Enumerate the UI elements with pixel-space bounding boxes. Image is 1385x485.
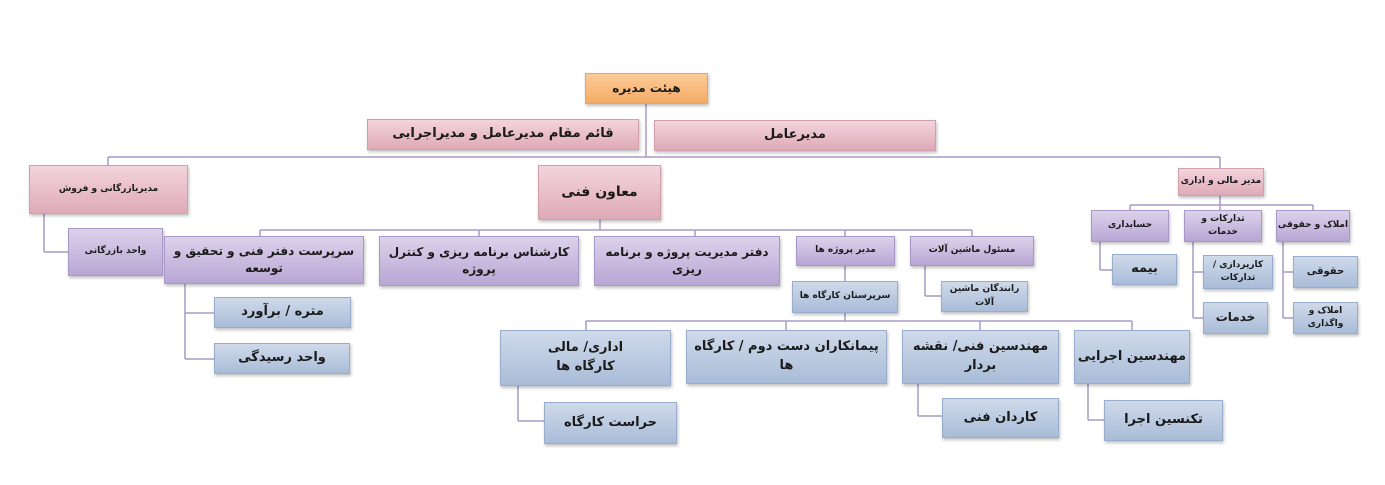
node-commercial-unit: واحد بازرگانی (68, 228, 163, 276)
node-insurance: بیمه (1112, 254, 1177, 285)
node-technicians: کاردان فنی (942, 398, 1059, 438)
node-ceo: مدیرعامل (654, 120, 936, 151)
node-machinery-officer: مسئول ماشین آلات (910, 236, 1034, 266)
node-legal: حقوقی (1293, 256, 1358, 288)
node-exec-technician: تکنسین اجرا (1104, 400, 1223, 441)
node-rd-supervisor: سرپرست دفتر فنی و تحقیق و توسعه (164, 236, 364, 284)
node-accounting: حسابداری (1091, 210, 1169, 242)
node-receiving-unit: واحد رسیدگی (214, 343, 350, 374)
node-metre: متره / برآورد (214, 297, 351, 328)
node-workshop-supervisors: سرپرستان کارگاه ها (792, 281, 898, 313)
node-exec-engineers: مهندسین اجرایی (1074, 330, 1190, 384)
node-tech-engineers: مهندسین فنی/ نقشه بردار (902, 330, 1059, 384)
node-planning-expert: کارشناس برنامه ریزی و کنترل پروژه (379, 236, 579, 286)
node-admin-finance-workshops: اداری/ مالی کارگاه ها (500, 330, 671, 386)
node-board: هیئت مدیره (585, 73, 708, 104)
node-machinery-drivers: رانندگان ماشین آلات (941, 281, 1028, 312)
node-procurement-services: تدارکات و خدمات (1184, 210, 1262, 242)
node-workshop-security: حراست کارگاه (544, 402, 677, 444)
node-project-manager: مدیر پروژه ها (796, 236, 895, 266)
node-technical-deputy: معاون فنی (538, 165, 661, 220)
node-subcontractors: پیمانکاران دست دوم / کارگاه ها (686, 330, 887, 384)
node-finance-manager: مدیر مالی و اداری (1178, 168, 1264, 196)
node-commercial-manager: مدیربازرگانی و فروش (29, 165, 188, 214)
node-property-legal: املاک و حقوقی (1276, 210, 1350, 242)
node-services: خدمات (1203, 302, 1268, 334)
node-deputy-ceo: قائم مقام مدیرعامل و مدیراجرایی (367, 119, 639, 150)
node-property-transfer: املاک و واگذاری (1293, 302, 1358, 334)
node-clerical-procurement: کارپردازی /تدارکات (1203, 255, 1273, 289)
node-pm-office: دفتر مدیریت پروژه و برنامه ریزی (594, 236, 780, 286)
